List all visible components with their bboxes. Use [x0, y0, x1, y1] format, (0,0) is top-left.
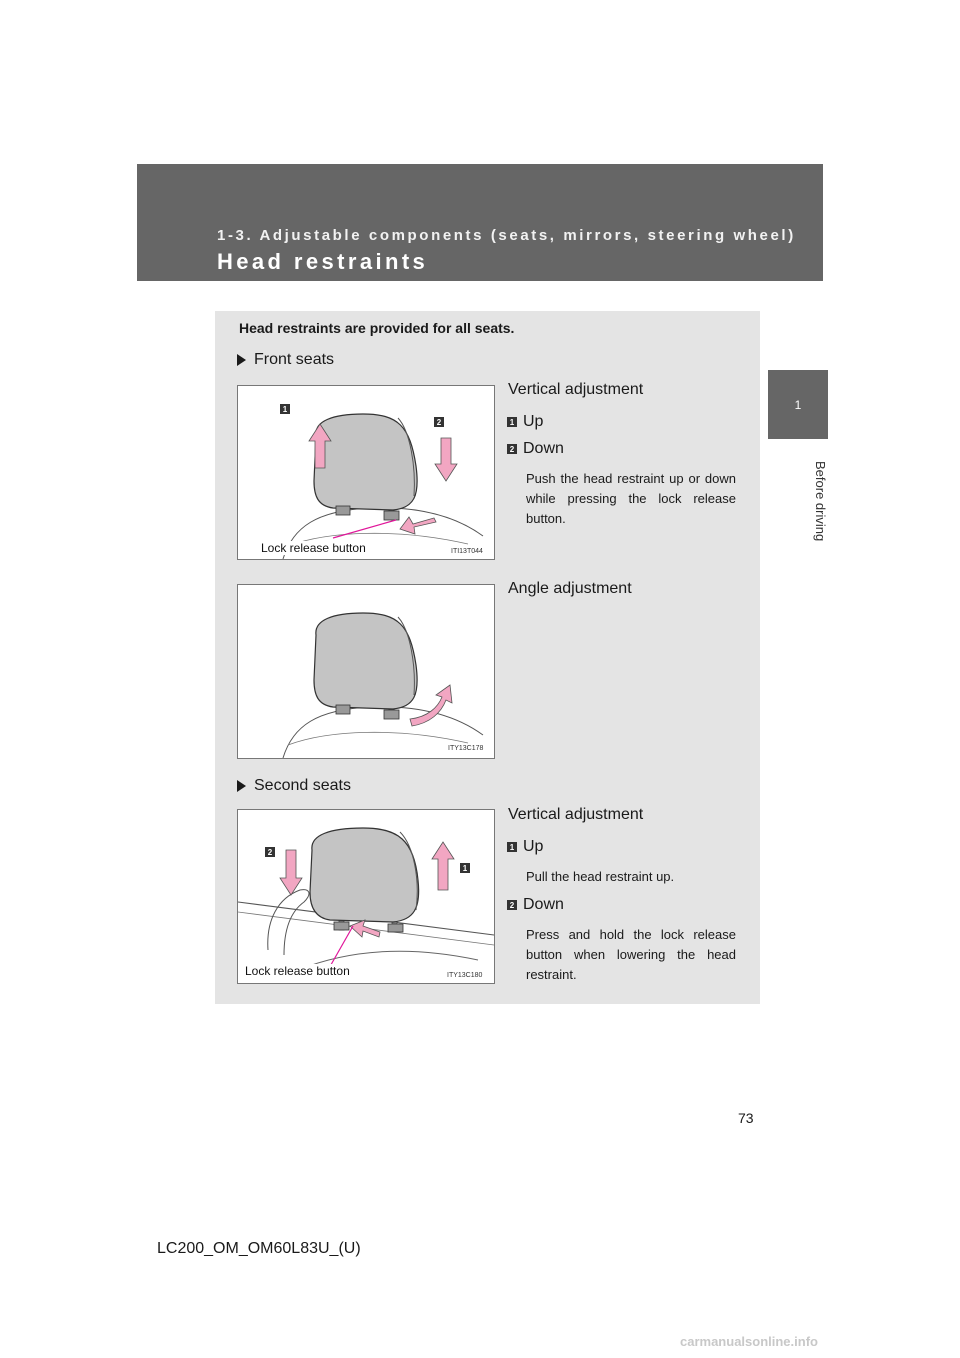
second-up-description: Pull the head restraint up. [526, 869, 675, 884]
step-number-badge: 2 [507, 444, 517, 454]
marker-2-badge: 2 [265, 847, 275, 857]
front-angle-figure [237, 584, 495, 759]
marker-1-badge: 1 [460, 863, 470, 873]
front-vertical-figure [237, 385, 495, 560]
intro-text: Head restraints are provided for all seats. [239, 320, 515, 336]
headrest-angle-illustration [238, 585, 494, 758]
page-number: 73 [738, 1110, 754, 1126]
front-seats-label: Front seats [254, 351, 335, 368]
section-title: 1-3. Adjustable components (seats, mirrors, steering wheel) [217, 227, 796, 244]
front-step-up [507, 413, 543, 431]
step-label: Down [523, 896, 564, 913]
headrest-second-illustration [238, 810, 494, 983]
chapter-number: 1 [794, 397, 802, 412]
step-label: Down [523, 440, 564, 457]
front-step-down [507, 440, 564, 458]
step-label: Up [523, 838, 544, 855]
triangle-bullet-icon [237, 780, 246, 792]
page-title: Head restraints [217, 249, 429, 274]
page-header [137, 164, 823, 281]
document-code: LC200_OM_OM60L83U_(U) [157, 1240, 361, 1257]
marker-1-badge: 1 [280, 404, 290, 414]
second-step-down [507, 896, 564, 914]
step-label: Up [523, 413, 544, 430]
second-vertical-figure [237, 809, 495, 984]
step-number-badge: 2 [507, 900, 517, 910]
second-vertical-title: Vertical adjustment [508, 806, 644, 823]
figure-code: ITI13T044 [451, 548, 483, 555]
second-seats-heading [237, 777, 351, 795]
triangle-bullet-icon [237, 354, 246, 366]
chapter-label: Before driving [813, 460, 828, 542]
front-vertical-title: Vertical adjustment [508, 381, 644, 398]
step-number-badge: 1 [507, 417, 517, 427]
content-panel [215, 311, 760, 1004]
watermark: carmanualsonline.info [680, 1334, 818, 1349]
lock-release-label: Lock release button [245, 964, 350, 978]
second-down-description: Press and hold the lock release button when lowering the head restraint. [526, 927, 736, 982]
figure-code: ITY13C178 [448, 745, 484, 752]
lock-release-label: Lock release button [261, 541, 366, 555]
front-seats-heading [237, 351, 334, 369]
front-vertical-description: Push the head restraint up or down while pressing the lock release button. [526, 471, 736, 526]
second-seats-label: Second seats [254, 777, 351, 794]
step-number-badge: 1 [507, 842, 517, 852]
chapter-tab[interactable] [768, 370, 828, 439]
angle-adjustment-title: Angle adjustment [508, 580, 632, 597]
marker-2-badge: 2 [434, 417, 444, 427]
second-step-up [507, 838, 543, 856]
figure-code: ITY13C180 [447, 972, 483, 979]
headrest-illustration [238, 386, 494, 559]
